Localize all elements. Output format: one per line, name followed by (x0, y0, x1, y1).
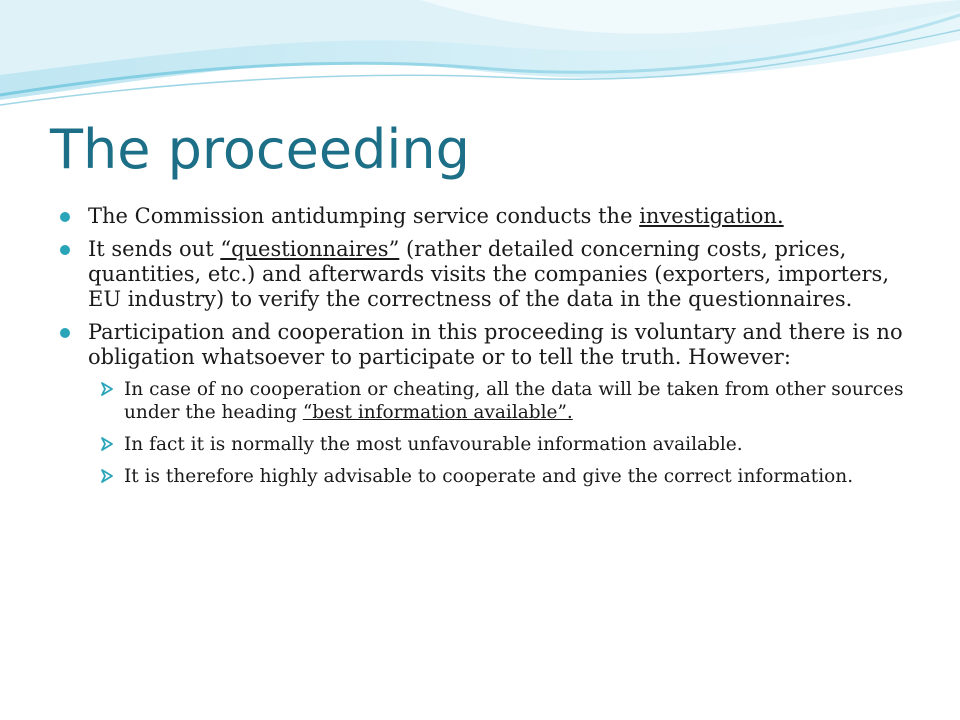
bullet-item (60, 237, 910, 312)
sub-bullet-text: In fact it is normally the most unfavourable information available. (124, 434, 743, 455)
sub-bullet-item (98, 465, 910, 488)
bullet-item (60, 320, 910, 488)
bullet-text: It sends out (88, 237, 221, 261)
bullet-text: The Commission antidumping service conducts the (88, 204, 640, 228)
bullet-text-underlined: “questionnaires” (220, 237, 400, 261)
sub-bullet-text: In case of no cooperation or cheating, all the data will be taken from other sources under the heading (124, 379, 904, 423)
bullet-text: Participation and cooperation in this proceeding is voluntary and there is no obligation whatsoever to participate or to tell the truth. However: (88, 320, 903, 369)
slide-title: The proceeding (50, 118, 470, 181)
bullet-dot-icon (60, 245, 70, 255)
decorative-header-wave (0, 0, 960, 120)
sub-bullet-text: It is therefore highly advisable to cooperate and give the correct information. (124, 466, 854, 487)
bullet-list (60, 204, 910, 497)
bullet-text-underlined: investigation. (639, 204, 784, 228)
bullet-dot-icon (60, 212, 70, 222)
arrowhead-bullet-icon (100, 382, 114, 396)
bullet-text: (rather detailed concerning costs, prices, quantities, etc.) and afterwards visits the companies (exporters, importers, EU industry) to verify the correctness of the data in the questionnaires. (88, 237, 890, 311)
bullet-dot-icon (60, 328, 70, 338)
arrowhead-bullet-icon (100, 469, 114, 483)
sub-bullet-text-underlined: “best information available”. (302, 402, 573, 423)
sub-bullet-item (98, 378, 910, 424)
arrowhead-bullet-icon (100, 437, 114, 451)
sub-bullet-list (98, 378, 910, 488)
bullet-item (60, 204, 910, 229)
sub-bullet-item (98, 433, 910, 456)
